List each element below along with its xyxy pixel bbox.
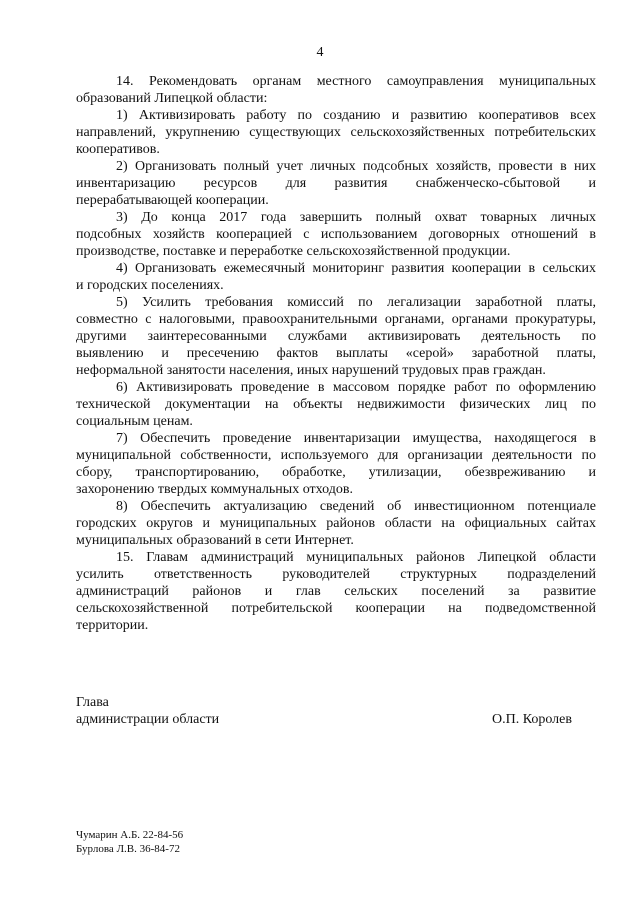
text-line: направлений, укрупнению существующих сельскохозяйственных потребительских: [76, 125, 596, 140]
paragraph-15: [76, 549, 596, 634]
text-line: муниципальной собственности, используемого для организации деятельности по: [76, 448, 596, 463]
text-line: и городских поселениях.: [76, 278, 224, 293]
text-line: 3) До конца 2017 года завершить полный охват товарных личных: [116, 210, 596, 225]
paragraph-14: [76, 73, 596, 107]
text-line: захоронению твердых коммунальных отходов.: [76, 482, 353, 497]
text-line: технической документации на объекты недвижимости физических лиц по: [76, 397, 596, 412]
text-line: 7) Обеспечить проведение инвентаризации имущества, находящегося в: [116, 431, 596, 446]
text-line: 8) Обеспечить актуализацию сведений об инвестиционном потенциале: [116, 499, 596, 514]
text-line: муниципальных образований в сети Интернет.: [76, 533, 354, 548]
text-line: другими заинтересованными службами активизировать деятельность по: [76, 329, 596, 344]
text-line: 4) Организовать ежемесячный мониторинг развития кооперации в сельских: [116, 261, 596, 276]
text-line: 5) Усилить требования комиссий по легализации заработной платы,: [116, 295, 596, 310]
text-line: подсобных хозяйств кооперацией с использованием договорных отношений в: [76, 227, 596, 242]
document-body: [76, 73, 596, 634]
text-line: усилить ответственность руководителей структурных подразделений: [76, 567, 596, 582]
paragraph-14-4: [76, 260, 596, 294]
paragraph-14-8: [76, 498, 596, 549]
signatory-title-line1: Глава: [76, 695, 109, 710]
signatory-name: О.П. Королев: [492, 712, 572, 727]
text-line: 6) Активизировать проведение в массовом порядке работ по оформлению: [116, 380, 596, 395]
text-line: сельскохозяйственной потребительской кооперации на подведомственной: [76, 601, 596, 616]
text-line: совместно с налоговыми, правоохранительными органами, органами прокуратуры,: [76, 312, 596, 327]
signature-block: [76, 694, 596, 728]
text-line: выявлению и пресечению фактов выплаты «серой» заработной платы,: [76, 346, 596, 361]
contact-item: Бурлова Л.В. 36-84-72: [76, 843, 180, 855]
paragraph-14-1: [76, 107, 596, 158]
text-line: администраций районов и глав сельских поселений за развитие: [76, 584, 596, 599]
contact-item: Чумарин А.Б. 22-84-56: [76, 829, 184, 841]
text-line: 15. Главам администраций муниципальных районов Липецкой области: [116, 550, 596, 565]
text-line: социальным ценам.: [76, 414, 193, 429]
text-line: 1) Активизировать работу по созданию и развитию кооперативов всех: [116, 108, 596, 123]
text-line: производстве, поставке и переработке сельскохозяйственной продукции.: [76, 244, 511, 259]
text-line: 14. Рекомендовать органам местного самоуправления муниципальных: [116, 74, 596, 89]
text-line: 2) Организовать полный учет личных подсобных хозяйств, провести в них: [116, 159, 596, 174]
text-line: городских округов и муниципальных районов области на официальных сайтах: [76, 516, 596, 531]
paragraph-14-3: [76, 209, 596, 260]
paragraph-14-7: [76, 430, 596, 498]
signature-row: [76, 711, 596, 728]
page-number: 4: [316, 45, 324, 60]
text-line: территории.: [76, 618, 149, 633]
contact-list: [76, 828, 183, 856]
text-line: неформальной занятости населения, иных нарушений трудовых прав граждан.: [76, 363, 546, 378]
paragraph-14-5: [76, 294, 596, 379]
paragraph-14-6: [76, 379, 596, 430]
text-line: образований Липецкой области:: [76, 91, 268, 106]
paragraph-14-2: [76, 158, 596, 209]
text-line: перерабатывающей кооперации.: [76, 193, 269, 208]
signatory-title-line2: администрации области: [76, 712, 220, 727]
text-line: инвентаризацию ресурсов для развития снабженческо-сбытовой и: [76, 176, 596, 191]
text-line: кооперативов.: [76, 142, 160, 157]
text-line: сбору, транспортированию, обработке, утилизации, обезвреживанию и: [76, 465, 596, 480]
